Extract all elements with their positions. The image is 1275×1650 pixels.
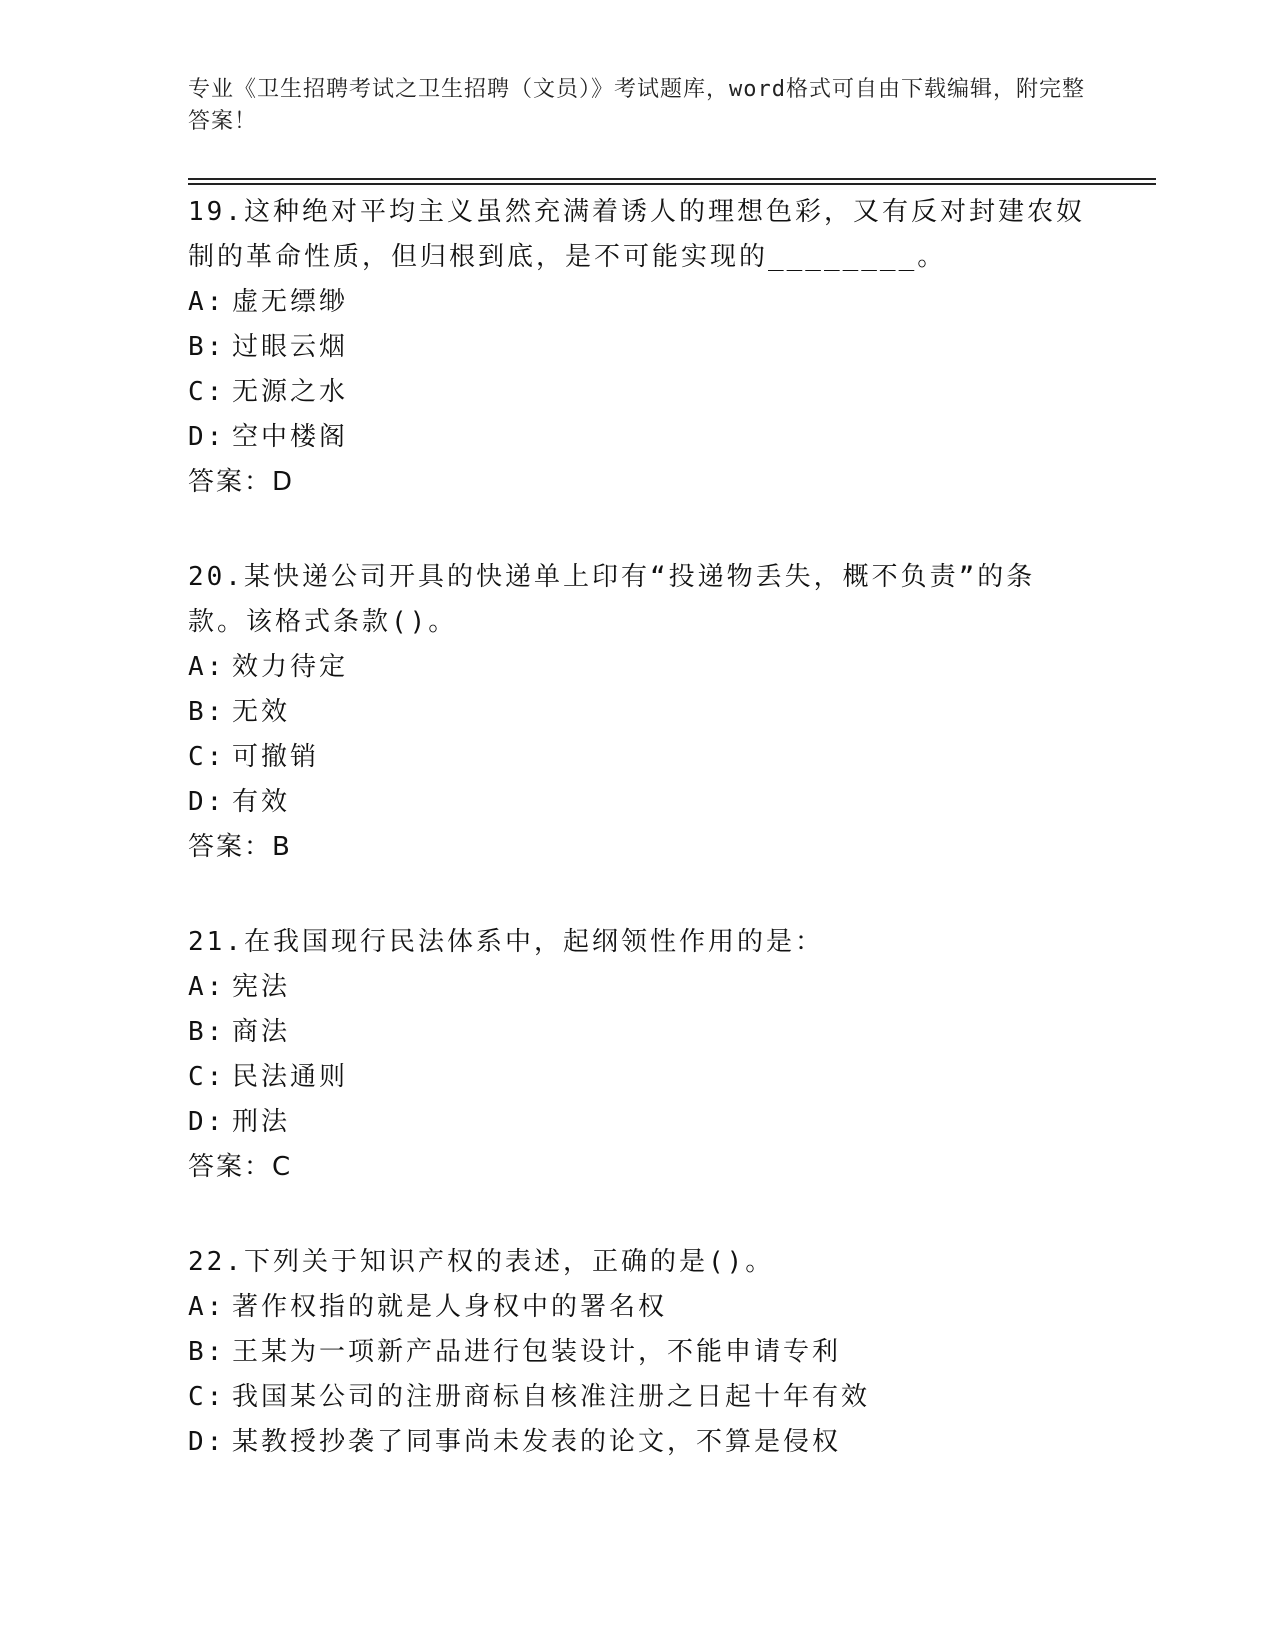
option-key: D: <box>188 1107 226 1137</box>
option-a <box>188 1285 1088 1330</box>
option-text: 可撤销 <box>232 742 320 772</box>
question-19 <box>188 190 1088 505</box>
option-c <box>188 370 1088 415</box>
option-b <box>188 690 1088 735</box>
option-text: 民法通则 <box>232 1062 349 1092</box>
header-divider-bottom <box>188 183 1156 185</box>
option-text: 宪法 <box>232 972 291 1002</box>
option-c <box>188 735 1088 780</box>
option-key: C: <box>188 377 226 407</box>
option-a <box>188 280 1088 325</box>
document-header: 专业《卫生招聘考试之卫生招聘（文员）》考试题库，word格式可自由下载编辑，附完整答案！ <box>188 77 1085 134</box>
option-key: C: <box>188 742 226 772</box>
option-key: D: <box>188 1427 226 1457</box>
option-d <box>188 780 1088 825</box>
option-key: C: <box>188 1062 226 1092</box>
option-key: A: <box>188 287 226 317</box>
question-21 <box>188 920 1088 1190</box>
option-text: 无源之水 <box>232 377 349 407</box>
option-c <box>188 1055 1088 1100</box>
option-text: 无效 <box>232 697 291 727</box>
option-text: 有效 <box>232 787 291 817</box>
option-key: C: <box>188 1382 226 1412</box>
option-text: 著作权指的就是人身权中的署名权 <box>232 1292 668 1322</box>
question-stem: 21.在我国现行民法体系中，起纲领性作用的是： <box>188 927 824 957</box>
option-key: A: <box>188 1292 226 1322</box>
option-c <box>188 1375 1088 1420</box>
option-key: A: <box>188 972 226 1002</box>
answer-line: 答案：D <box>188 467 295 497</box>
option-text: 某教授抄袭了同事尚未发表的论文，不算是侵权 <box>232 1427 842 1457</box>
option-d <box>188 415 1088 460</box>
option-key: A: <box>188 652 226 682</box>
option-key: D: <box>188 787 226 817</box>
question-22 <box>188 1240 1088 1465</box>
option-text: 过眼云烟 <box>232 332 349 362</box>
option-key: B: <box>188 697 226 727</box>
option-d <box>188 1420 1088 1465</box>
option-a <box>188 645 1088 690</box>
option-text: 商法 <box>232 1017 291 1047</box>
option-text: 空中楼阁 <box>232 422 349 452</box>
option-b <box>188 1330 1088 1375</box>
answer-line: 答案：C <box>188 1152 293 1182</box>
option-d <box>188 1100 1088 1145</box>
option-b <box>188 1010 1088 1055</box>
option-text: 虚无缥缈 <box>232 287 349 317</box>
option-text: 我国某公司的注册商标自核准注册之日起十年有效 <box>232 1382 871 1412</box>
question-stem: 19.这种绝对平均主义虽然充满着诱人的理想色彩，又有反对封建农奴制的革命性质，但归根到底，是不可能实现的________。 <box>188 197 1085 272</box>
option-key: B: <box>188 1337 226 1367</box>
option-text: 王某为一项新产品进行包装设计，不能申请专利 <box>232 1337 842 1367</box>
option-a <box>188 965 1088 1010</box>
header-divider-top <box>188 178 1156 180</box>
option-text: 效力待定 <box>232 652 349 682</box>
question-20 <box>188 555 1088 870</box>
answer-line: 答案：B <box>188 832 292 862</box>
option-text: 刑法 <box>232 1107 291 1137</box>
option-key: B: <box>188 1017 226 1047</box>
option-b <box>188 325 1088 370</box>
question-stem: 22.下列关于知识产权的表述，正确的是()。 <box>188 1247 775 1277</box>
option-key: D: <box>188 422 226 452</box>
question-stem: 20.某快递公司开具的快递单上印有“投递物丢失，概不负责”的条款。该格式条款()。 <box>188 562 1036 637</box>
option-key: B: <box>188 332 226 362</box>
